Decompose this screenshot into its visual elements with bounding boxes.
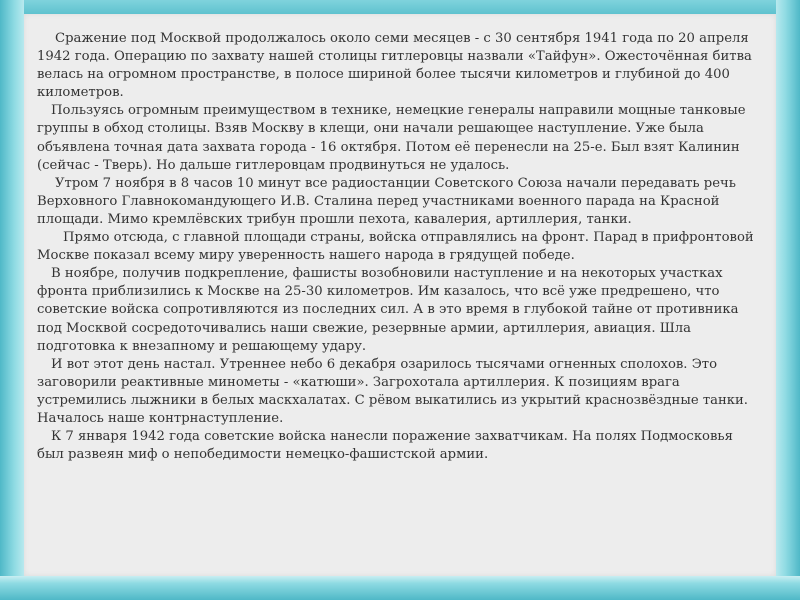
paragraph-4: Прямо отсюда, с главной площади страны, войска отправлялись на фронт. Парад в прифронтовой Москве показал всему миру уверенность нашего народа в грядущей победе. bbox=[37, 230, 754, 264]
paragraph-2: Пользуясь огромным преимуществом в технике, немецкие генералы направили мощные танковые группы в обход столицы. Взяв Москву в клещи, они начали решающее наступление. Уже была объявлена точная дата захвата города - 16 октября. Потом её перенесли на 25-е. Был взят Калинин (сейчас - Тверь). Но дальше гитлеровцам продвинуться не удалось. bbox=[37, 103, 746, 173]
paragraph-5: В ноябре, получив подкрепление, фашисты возобновили наступление и на некоторых участках фронта приблизились к Москве на 25-30 километров. Им казалось, что всё уже предрешено, что советские войска сопротивляются из последних сил. А в это время в глубокой тайне от противника под Москвой сосредоточивались наши свежие, резервные армии, артиллерия, авиация. Шла подготовка к внезапному и решающему удару. bbox=[37, 266, 739, 354]
paragraph-7: К 7 января 1942 года советские войска нанесли поражение захватчикам. На полях Подмосковья был развеян миф о непобедимости немецко-фашистской армии. bbox=[37, 429, 733, 463]
frame-right-border bbox=[776, 0, 800, 600]
article-text bbox=[37, 30, 763, 464]
frame-left-border bbox=[0, 0, 24, 600]
paragraph-6: И вот этот день настал. Утреннее небо 6 декабря озарилось тысячами огненных сполохов. Это заговорили реактивные минометы - «катюши». Загрохотала артиллерия. К позициям врага устремились лыжники в белых маскхалатах. С рёвом выкатились из укрытий краснозвёздные танки. Началось наше контрнаступление. bbox=[37, 356, 748, 426]
frame-top-border bbox=[0, 0, 800, 14]
paragraph-1: Сражение под Москвой продолжалось около семи месяцев - с 30 сентября 1941 года по 20 апреля 1942 года. Операцию по захвату нашей столицы гитлеровцы назвали «Тайфун». Ожесточённая битва велась на огромном пространстве, в полосе шириной более тысячи километров и глубиной до 400 километров. bbox=[37, 31, 752, 101]
frame-bottom-border bbox=[0, 576, 800, 600]
paragraph-3: Утром 7 ноября в 8 часов 10 минут все радиостанции Советского Союза начали передавать речь Верховного Главнокомандующего И.В. Сталина перед участниками военного парада на Красной площади. Мимо кремлёвских трибун прошли пехота, кавалерия, артиллерия, танки. bbox=[37, 175, 736, 227]
